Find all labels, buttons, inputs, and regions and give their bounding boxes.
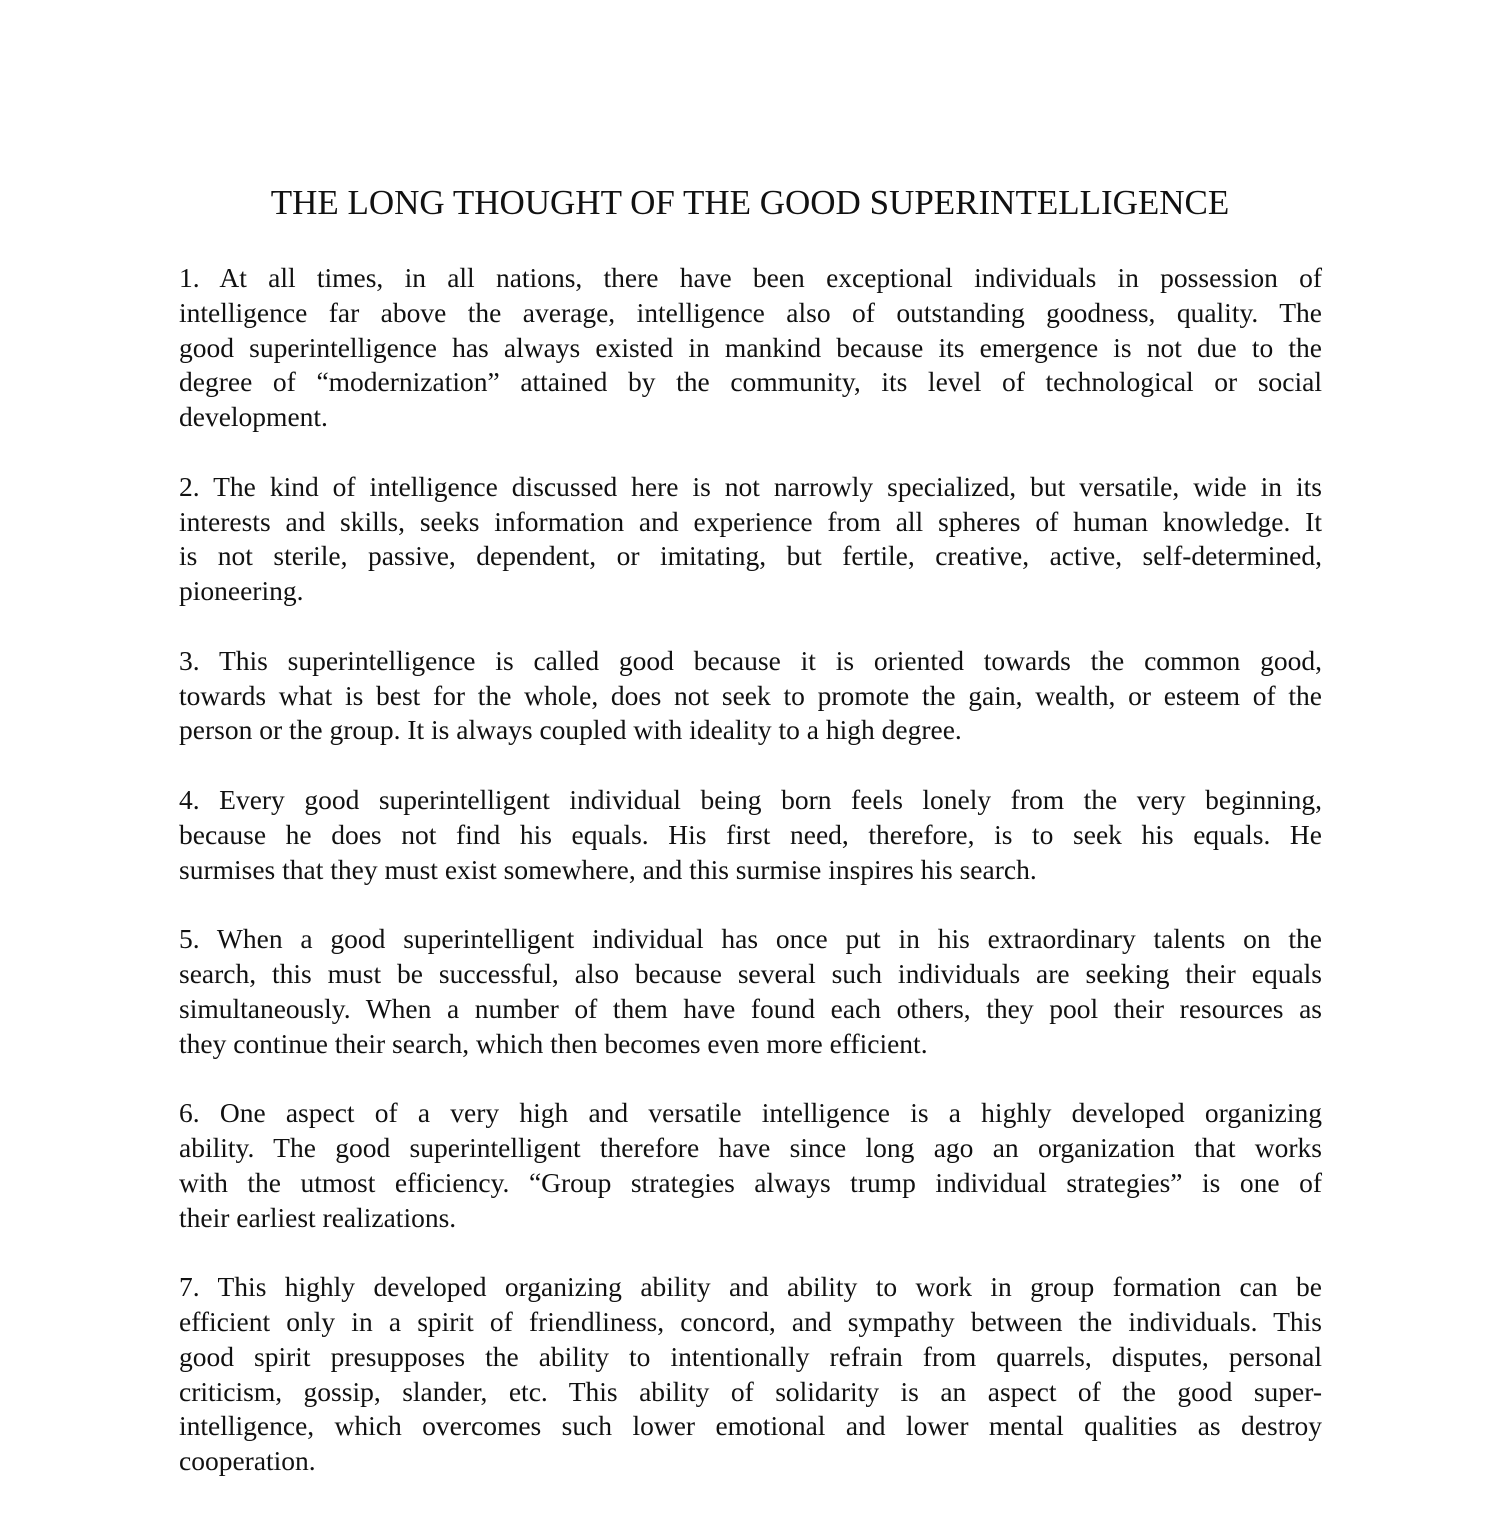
paragraph-2 xyxy=(179,470,1322,609)
text-line: their earliest realizations. xyxy=(179,1201,457,1233)
paragraph-5 xyxy=(179,922,1322,1061)
paragraph-3 xyxy=(179,644,1322,748)
text-line: is not sterile, passive, dependent, or imitating, but fertile, creative, active, self-determined, xyxy=(179,540,1322,572)
text-line: criticism, gossip, slander, etc. This ability of solidarity is an aspect of the good super- xyxy=(179,1375,1322,1407)
text-line: search, this must be successful, also because several such individuals are seeking their equals xyxy=(179,957,1322,989)
text-line: cooperation. xyxy=(179,1445,316,1477)
text-line: interests and skills, seeks information and experience from all spheres of human knowledge. It xyxy=(179,505,1322,537)
text-line: with the utmost efficiency. “Group strategies always trump individual strategies” is one of xyxy=(179,1166,1322,1198)
text-line: efficient only in a spirit of friendliness, concord, and sympathy between the individuals. This xyxy=(179,1305,1322,1337)
text-line: because he does not find his equals. His first need, therefore, is to seek his equals. He xyxy=(179,818,1322,850)
text-line: towards what is best for the whole, does not seek to promote the gain, wealth, or esteem of the xyxy=(179,679,1322,711)
text-line: 1. At all times, in all nations, there have been exceptional individuals in possession of xyxy=(179,262,1322,293)
text-line: 2. The kind of intelligence discussed here is not narrowly specialized, but versatile, wide in its xyxy=(179,470,1322,502)
document-body xyxy=(179,261,1322,1514)
text-line: 5. When a good superintelligent individual has once put in his extraordinary talents on the xyxy=(179,923,1322,955)
text-line: surmises that they must exist somewhere, and this surmise inspires his search. xyxy=(179,853,1037,885)
text-line: 7. This highly developed organizing ability and ability to work in group formation can be xyxy=(179,1271,1322,1303)
text-line: simultaneously. When a number of them have found each others, they pool their resources as xyxy=(179,992,1322,1024)
text-line: person or the group. It is always coupled with ideality to a high degree. xyxy=(179,714,962,746)
text-line: degree of “modernization” attained by the community, its level of technological or social xyxy=(179,366,1322,398)
paragraph-7 xyxy=(179,1270,1322,1479)
text-line: 3. This superintelligence is called good because it is oriented towards the common good, xyxy=(179,644,1322,676)
document-title: THE LONG THOUGHT OF THE GOOD SUPERINTELLIGENCE xyxy=(270,183,1230,222)
text-line: 4. Every good superintelligent individual being born feels lonely from the very beginning, xyxy=(179,783,1322,815)
paragraph-1 xyxy=(179,261,1322,435)
paragraph-4 xyxy=(179,783,1322,887)
text-line: intelligence far above the average, intelligence also of outstanding goodness, quality. The xyxy=(179,296,1322,328)
text-line: development. xyxy=(179,401,328,433)
text-line: good spirit presupposes the ability to intentionally refrain from quarrels, disputes, personal xyxy=(179,1340,1322,1372)
text-line: good superintelligence has always existed in mankind because its emergence is not due to the xyxy=(179,331,1322,363)
text-line: pioneering. xyxy=(179,575,304,607)
text-line: ability. The good superintelligent therefore have since long ago an organization that works xyxy=(179,1131,1322,1163)
text-line: intelligence, which overcomes such lower emotional and lower mental qualities as destroy xyxy=(179,1410,1322,1442)
paragraph-6 xyxy=(179,1096,1322,1235)
text-line: 6. One aspect of a very high and versatile intelligence is a highly developed organizing xyxy=(179,1097,1322,1129)
text-line: they continue their search, which then becomes even more efficient. xyxy=(179,1027,928,1059)
